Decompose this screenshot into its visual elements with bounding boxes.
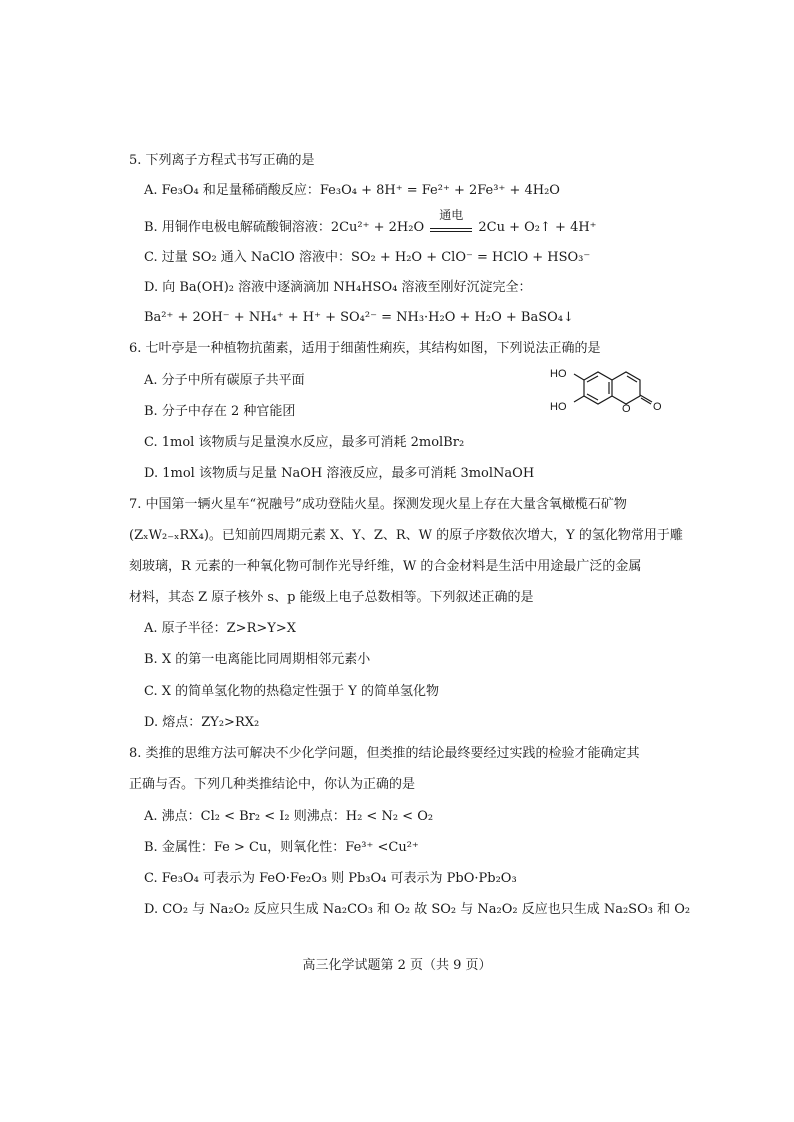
q5-option-b	[144, 208, 597, 237]
q5-option-c: C. 过量 SO₂ 通入 NaClO 溶液中：SO₂ + H₂O + ClO⁻ = HClO + HSO₃⁻	[144, 250, 591, 265]
q6-stem: 6. 七叶亭是一种植物抗菌素，适用于细菌性痢疾，其结构如图，下列说法正确的是	[129, 341, 601, 356]
esculetin-structure	[550, 366, 670, 426]
q8-option-c: C. Fe₃O₄ 可表示为 FeO·Fe₂O₃ 则 Pb₃O₄ 可表示为 PbO·Pb₂O₃	[144, 871, 517, 886]
q5-stem: 5. 下列离子方程式书写正确的是	[129, 153, 315, 168]
q7-option-c: C. X 的简单氢化物的热稳定性强于 Y 的简单氢化物	[144, 684, 439, 699]
hydroxyl-top-label: HO	[550, 368, 567, 380]
q7-option-a: A. 原子半径：Z>R>Y>X	[144, 621, 296, 636]
pyranone-ring	[612, 372, 640, 404]
hydroxyl-bottom-label: HO	[550, 401, 567, 413]
q8-option-a: A. 沸点：Cl₂ < Br₂ < I₂ 则沸点：H₂ < N₂ < O₂	[144, 809, 434, 824]
q5-option-a: A. Fe₃O₄ 和足量稀硝酸反应：Fe₃O₄ + 8H⁺ = Fe²⁺ + 2Fe³⁺ + 4H₂O	[144, 183, 560, 198]
q6-option-b: B. 分子中存在 2 种官能团	[144, 404, 296, 419]
q8-stem-line-2: 正确与否。下列几种类推结论中，你认为正确的是	[129, 777, 416, 792]
q5-option-b-left: B. 用铜作电极电解硫酸铜溶液：2Cu²⁺ + 2H₂O	[144, 220, 425, 235]
q7-option-b: B. X 的第一电离能比同周期相邻元素小	[144, 652, 371, 667]
benzene-ring	[584, 372, 612, 404]
q7-option-d: D. 熔点：ZY₂>RX₂	[144, 715, 260, 730]
q5-option-d-equation: Ba²⁺ + 2OH⁻ + NH₄⁺ + H⁺ + SO₄²⁻ = NH₃·H₂O + H₂O + BaSO₄↓	[144, 310, 574, 325]
ring-oxygen-label: O	[622, 403, 631, 415]
q7-stem-line-1: 7. 中国第一辆火星车“祝融号”成功登陆火星。探测发现火星上存在大量含氧橄榄石矿物	[129, 497, 627, 512]
page-footer: 高三化学试题第 2 页（共 9 页）	[302, 958, 492, 973]
q8-option-b: B. 金属性：Fe > Cu，则氧化性：Fe³⁺ <Cu²⁺	[144, 840, 419, 855]
electrolysis-arrow	[428, 208, 474, 237]
q5-option-d: D. 向 Ba(OH)₂ 溶液中逐滴滴加 NH₄HSO₄ 溶液至刚好沉淀完全：	[144, 280, 532, 295]
q8-stem-line-1: 8. 类推的思维方法可解决不少化学问题，但类推的结论最终要经过实践的检验才能确定其	[129, 746, 640, 761]
q5-option-b-right: 2Cu + O₂↑ + 4H⁺	[478, 220, 597, 235]
q7-stem-line-2: (ZₓW₂₋ₓRX₄)。已知前四周期元素 X、Y、Z、R、W 的原子序数依次增大，Y 的氢化物常用于雕	[129, 528, 683, 543]
electrolysis-condition: 通电	[439, 208, 464, 222]
q6-option-d: D. 1mol 该物质与足量 NaOH 溶液反应，最多可消耗 3molNaOH	[144, 466, 535, 481]
q6-option-c: C. 1mol 该物质与足量溴水反应，最多可消耗 2molBr₂	[144, 435, 465, 450]
q6-option-a: A. 分子中所有碳原子共平面	[144, 373, 305, 388]
q7-stem-line-3: 刻玻璃，R 元素的一种氧化物可制作光导纤维，W 的合金材料是生活中用途最广泛的金属	[129, 559, 642, 574]
carbonyl-oxygen-label: O	[653, 401, 662, 413]
q7-stem-line-4: 材料，其态 Z 原子核外 s、p 能级上电子总数相等。下列叙述正确的是	[129, 590, 534, 605]
q8-option-d: D. CO₂ 与 Na₂O₂ 反应只生成 Na₂CO₃ 和 O₂ 故 SO₂ 与 Na₂O₂ 反应也只生成 Na₂SO₃ 和 O₂	[144, 902, 691, 917]
